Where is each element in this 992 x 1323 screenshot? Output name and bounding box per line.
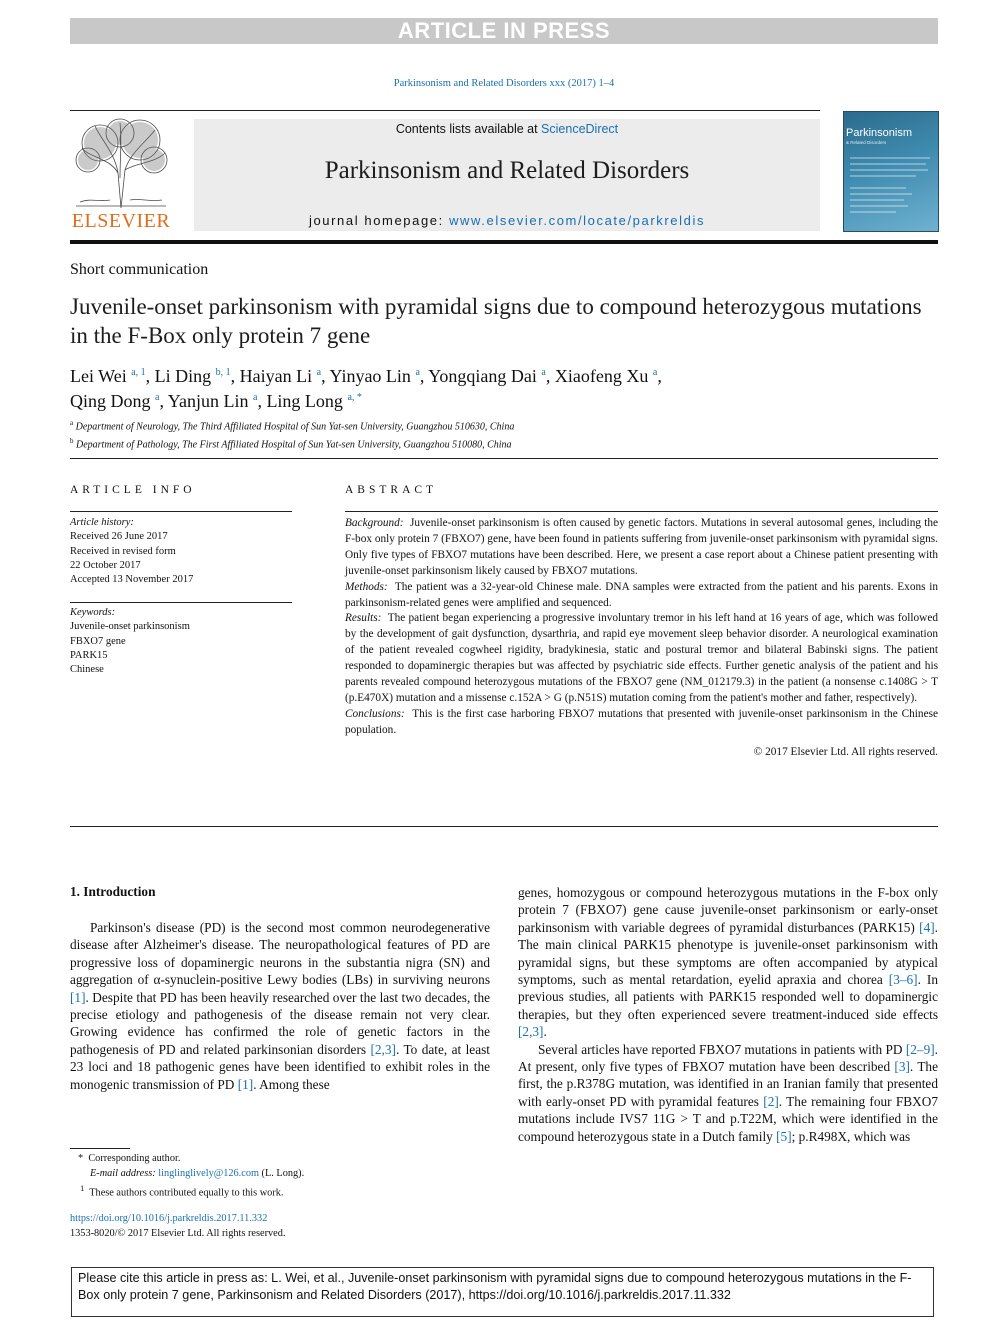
header-bottom-rule (70, 240, 938, 244)
citation-link[interactable]: [1] (70, 989, 86, 1005)
cover-subtitle: & Related Disorders (846, 140, 887, 145)
journal-reference[interactable]: Parkinsonism and Related Disorders xxx (2017) 1–4 (393, 78, 615, 89)
homepage-prefix: journal homepage: (308, 213, 450, 228)
homepage-line (194, 213, 820, 228)
email-note: E-mail address: linglinglively@126.com (L. Long). (90, 1167, 305, 1179)
citation-link[interactable]: [5] (776, 1128, 792, 1144)
sciencedirect-link[interactable]: ScienceDirect (541, 122, 619, 136)
citation-link[interactable]: [3] (894, 1059, 910, 1075)
keyword: Juvenile-onset parkinsonism (70, 621, 190, 633)
citation-link[interactable]: [3–6] (888, 972, 918, 988)
equal-contribution-note: $^1$ These authors contributed equally to this work. (80, 1183, 284, 1199)
author[interactable]: Yongqiang Dai $^a$, (428, 366, 555, 386)
elsevier-tree-logo (70, 118, 172, 210)
abstract-copyright: © 2017 Elsevier Ltd. All rights reserved. (753, 745, 938, 758)
article-info-rule (70, 511, 292, 512)
citation-link[interactable]: [2,3] (518, 1024, 544, 1040)
homepage-link[interactable]: www.elsevier.com/locate/parkreldis (449, 213, 706, 228)
abstract-methods: Methods: The patient was a 32-year-old Chinese male. DNA samples were extracted from the patient and his parents. Exons in parkinsonism-related genes were amplified and sequenced. (345, 580, 938, 609)
intro-right-column (518, 884, 938, 1145)
keywords: Keywords: Juvenile-onset parkinsonism FBXO7 gene PARK15 Chinese (70, 606, 292, 677)
corresponding-note: * Corresponding author. (78, 1153, 181, 1164)
issn-line: 1353-8020/© 2017 Elsevier Ltd. All rights reserved. (70, 1228, 286, 1239)
keywords-rule (70, 602, 292, 603)
author-list (70, 362, 930, 412)
article-title: Juvenile-onset parkinsonism with pyramidal signs due to compound heterozygous mutations in the F-Box only protein 7 gene (70, 294, 922, 348)
section-heading-introduction: 1. Introduction (70, 884, 156, 899)
intro-left-column (70, 919, 490, 1093)
keyword: FBXO7 gene (70, 635, 126, 647)
title-bottom-rule (70, 458, 938, 459)
abstract-bottom-rule (70, 826, 938, 827)
article-in-press-banner: ARTICLE IN PRESS (70, 18, 938, 44)
publisher-wordmark: ELSEVIER (71, 210, 171, 232)
author[interactable]: Lei Wei $^{a, 1}$, (70, 366, 155, 386)
article-info-heading: ARTICLE INFO (70, 484, 196, 496)
intro-paragraph-3: Several articles have reported FBXO7 mutations in patients with PD [2–9]. At present, only five types of FBXO7 mutation have been described [3]. The first, the p.R378G mutation, was identified in an Iranian family that presented with early-onset PD with pyramidal features [2]. The remaining four FBXO7 mutations include IVS7 11G > T and p.T22M, which were identified in the compound heterozygous state in a Dutch family [5]; p.R498X, which was (518, 1041, 939, 1144)
author[interactable]: Qing Dong $^a$, (70, 391, 168, 411)
affiliation: $^b$ Department of Pathology, The First Affiliated Hospital of Sun Yat-sen University, Guangzhou 510080, China (70, 437, 512, 451)
doi-link[interactable]: https://doi.org/10.1016/j.parkreldis.2017.11.332 (70, 1213, 268, 1224)
abstract-body (345, 516, 938, 761)
journal-name: Parkinsonism and Related Disorders (324, 157, 690, 184)
author[interactable]: Yinyao Lin $^a$, (329, 366, 429, 386)
intro-paragraph-2: genes, homozygous or compound heterozygous mutations in the F-box only protein 7 (FBXO7) gene cause juvenile-onset parkinsonism or early-onset parkinsonism with variable degrees of pyramidal disturbances (PARK15) [4]. The main clinical PARK15 phenotype is juvenile-onset parkinsonism with pyramidal signs, but these symptoms are often accompanied by atypical symptoms, such as mental retardation, eyelid apraxia and chorea [3–6]. In previous studies, all patients with PARK15 responded well to dopaminergic therapies, but they often experienced severe treatment-induced side effects [2,3]. (518, 885, 938, 1040)
abstract-heading: ABSTRACT (345, 484, 438, 496)
article-history: Article history: Received 26 June 2017 Received in revised form 22 October 2017 Accepted 13 November 2017 (70, 517, 194, 586)
contents-prefix: Contents lists available at (395, 122, 542, 136)
author[interactable]: Xiaofeng Xu $^a$, (554, 366, 662, 386)
keyword: PARK15 (70, 649, 108, 661)
abstract-results: Results: The patient began experiencing a progressive involuntary tremor in his left hand at 16 years of age, which was followed by the development of gait dysfunction, dysarthria, and rapid eye movement sleep behavior disorder. A neurological examination of the patient revealed cogwheel rigidity, bradykinesia, static and postural tremor and bilateral Babinski signs. The patient responded to dopaminergic therapies but was affected by psychiatric side effects. Further genetic analysis of the patient and his parents revealed compound heterozygous mutations of the FBXO7 gene (NM_012179.3) in the patient (a nonsense c.1408G > T (p.E470X) mutation and a missense c.152A > G (p.N51S) mutation coming from the patient's mother and father, respectively). (345, 612, 938, 704)
abstract-conclusions: Conclusions: This is the first case harboring FBXO7 mutations that presented with juvenile-onset parkinsonism in the Chinese population. (345, 707, 938, 736)
author[interactable]: Haiyan Li $^a$, (239, 366, 330, 386)
intro-paragraph-1: Parkinson's disease (PD) is the second most common neurodegenerative disease after Alzheimer's disease. The neuropathological features of PD are progressive loss of dopaminergic neurons in the substantia nigra (SN) and aggregation of α-synuclein-positive Lewy bodies (LBs) in surviving neurons [1]. Despite that PD has been heavily researched over the last two decades, the precise etiology and pathogenesis of the disease remain not very clear. Growing evidence has confirmed the role of genetic factors in the pathogenesis of PD and related parkinsonian disorders [2,3]. To date, at least 23 loci and 18 pathogenic genes have been identified to exhibit roles in the monogenic transmission of PD [1]. Among these (70, 920, 490, 1092)
cover-title: Parkinsonism (846, 127, 913, 139)
header-top-rule (70, 110, 820, 111)
affiliations (70, 416, 930, 453)
article-type: Short communication (70, 261, 209, 278)
citation-link[interactable]: [4] (919, 919, 935, 935)
citation-link[interactable]: [2] (763, 1093, 779, 1109)
author[interactable]: Ling Long $^{a, *}$ (266, 391, 362, 411)
email-link[interactable]: linglinglively@126.com (158, 1167, 259, 1179)
keyword: Chinese (70, 664, 104, 676)
citation-box: Please cite this article in press as: L. Wei, et al., Juvenile-onset parkinsonism with pyramidal signs due to compound heterozygous mutations in the F-Box only protein 7 gene, Parkinsonism and Related Disorders (2017), https://doi.org/10.1016/j.parkreldis.2017.11.332 (71, 1267, 934, 1317)
citation-link[interactable]: [2–9] (905, 1041, 935, 1057)
contents-line (194, 122, 820, 136)
author[interactable]: Yanjun Lin $^a$, (167, 391, 267, 411)
citation-link[interactable]: [2,3] (370, 1041, 396, 1057)
footnotes (70, 1152, 490, 1201)
footnote-rule (70, 1148, 130, 1149)
abstract-background: Background: Juvenile-onset parkinsonism is often caused by genetic factors. Mutations in several autosomal genes, including the F-box only protein 7 (FBXO7) gene, have been found in patients suffering from juvenile-onset parkinsonism with pyramidal signs. Only five types of FBXO7 mutations have been described. Here, we present a case report about a Chinese patient presenting with juvenile-onset parkinsonism likely caused by FBXO7 mutations. (345, 517, 938, 577)
cover-text-lines (846, 152, 934, 226)
abstract-rule (345, 511, 938, 512)
citation-link[interactable]: [1] (237, 1076, 254, 1092)
doi-block (70, 1211, 490, 1241)
affiliation: $^a$ Department of Neurology, The Third Affiliated Hospital of Sun Yat-sen University, Guangzhou 510630, China (70, 419, 515, 433)
author[interactable]: Li Ding $^{b, 1}$, (154, 366, 240, 386)
